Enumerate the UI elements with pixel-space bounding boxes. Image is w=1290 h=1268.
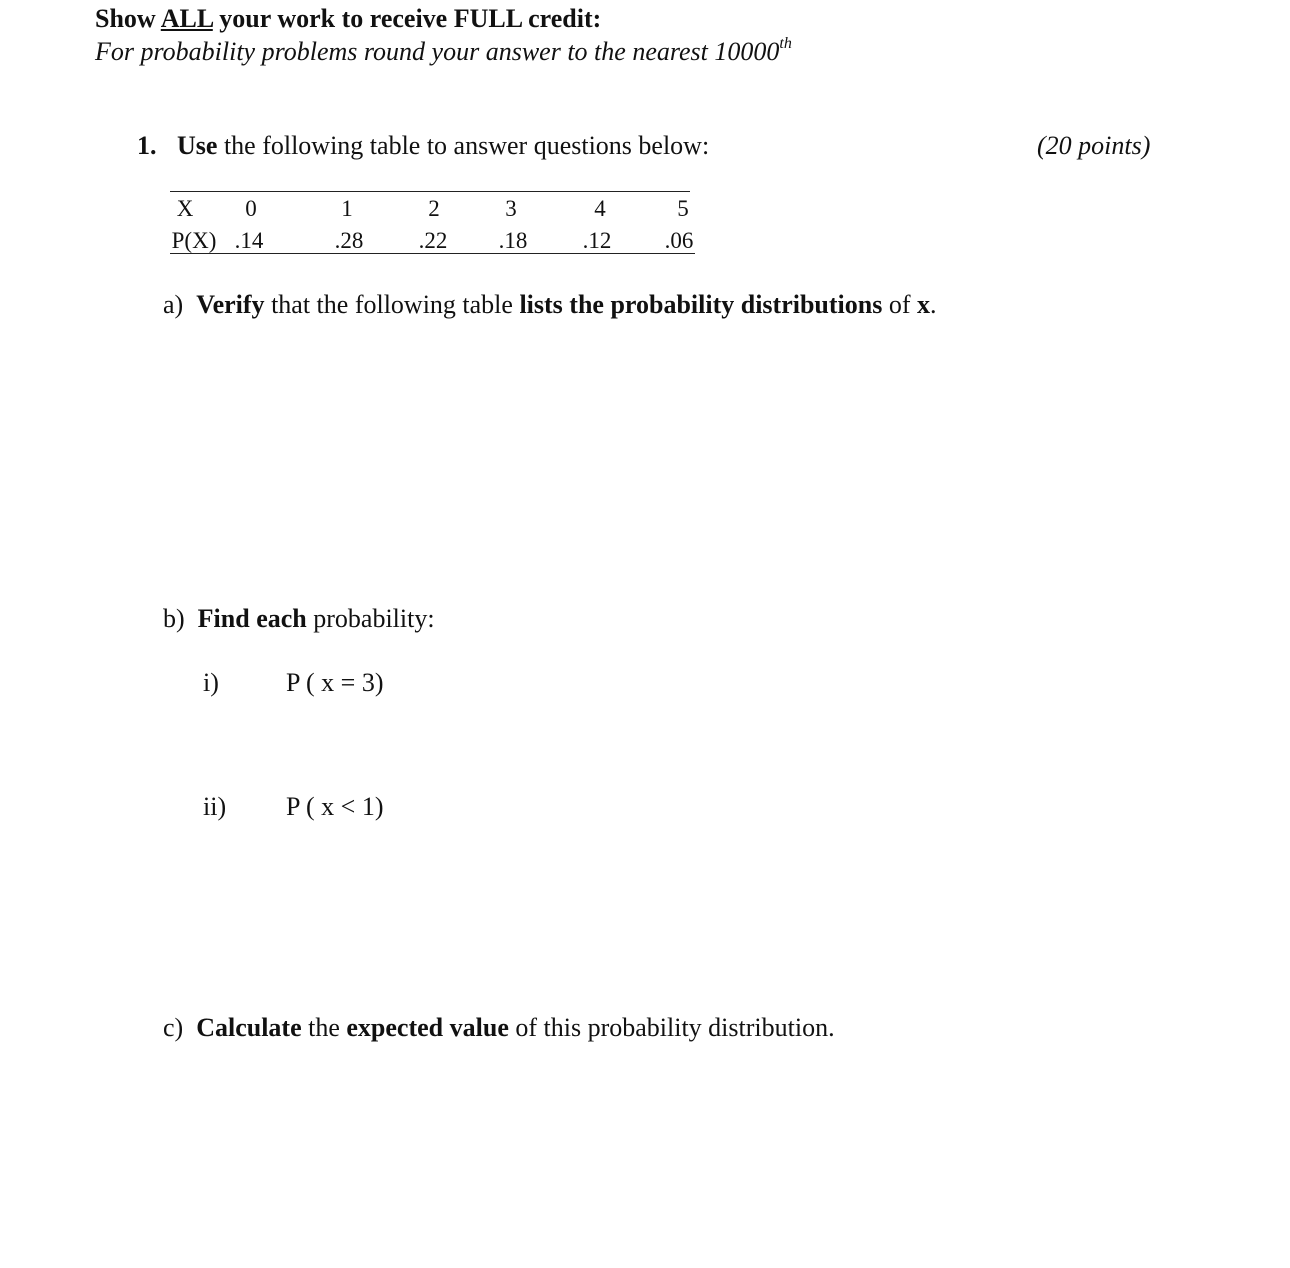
table-bottom-rule — [170, 253, 695, 254]
question-lead-bold: Use — [177, 131, 218, 160]
table-top-rule — [170, 191, 690, 192]
subpart-ii-expression: P ( x < 1) — [286, 792, 384, 821]
part-a-bold-variable: x — [917, 290, 931, 319]
part-a-label: a) — [163, 290, 184, 319]
part-c — [163, 1013, 835, 1043]
instruction-heading — [95, 4, 601, 34]
instruction-suffix: your work to receive FULL credit: — [212, 4, 602, 33]
part-b-bold: Find each — [197, 604, 307, 633]
part-c-bold-expected-value: expected value — [346, 1013, 509, 1042]
table-p-value: .12 — [582, 228, 612, 253]
subpart-i-expression: P ( x = 3) — [286, 668, 384, 697]
table-p-value: .14 — [234, 228, 264, 253]
part-a-bold-verify: Verify — [196, 290, 265, 319]
part-a-bold-phrase: lists the probability distributions — [519, 290, 883, 319]
table-x-value: 3 — [505, 196, 517, 221]
part-a-text: of — [882, 290, 918, 319]
table-x-header: X — [176, 196, 194, 221]
table-x-value: 1 — [341, 196, 353, 221]
part-b-text: probability: — [306, 604, 435, 633]
table-x-value: 5 — [677, 196, 689, 221]
part-c-text: of this probability distribution. — [508, 1013, 835, 1042]
table-p-value: .06 — [664, 228, 694, 253]
question-text: the following table to answer questions below: — [217, 131, 710, 160]
instruction-prefix: Show — [95, 4, 161, 33]
part-b-label: b) — [163, 604, 185, 633]
rounding-superscript: th — [779, 35, 792, 53]
table-p-value: .22 — [418, 228, 448, 253]
instruction-emphasis-all: ALL — [160, 4, 213, 33]
part-b — [163, 604, 435, 634]
part-c-label: c) — [163, 1013, 184, 1042]
table-p-value: .28 — [334, 228, 364, 253]
table-x-value: 4 — [594, 196, 606, 221]
part-c-bold-calculate: Calculate — [196, 1013, 302, 1042]
question-points: (20 points) — [1037, 131, 1151, 160]
table-x-value: 0 — [245, 196, 257, 221]
table-x-value: 2 — [428, 196, 440, 221]
table-p-header: P(X) — [171, 228, 217, 253]
rounding-text: For probability problems round your answer to the nearest 10000 — [95, 37, 780, 66]
part-a — [163, 290, 937, 320]
rounding-instruction — [95, 37, 792, 67]
subpart-i-label: i) — [203, 668, 219, 697]
question-number: 1. — [137, 131, 157, 160]
part-a-text: that the following table — [264, 290, 520, 319]
table-p-value: .18 — [498, 228, 528, 253]
part-c-text: the — [301, 1013, 347, 1042]
part-a-text: . — [930, 290, 937, 319]
question-prompt — [177, 131, 709, 161]
subpart-ii-label: ii) — [203, 792, 227, 821]
